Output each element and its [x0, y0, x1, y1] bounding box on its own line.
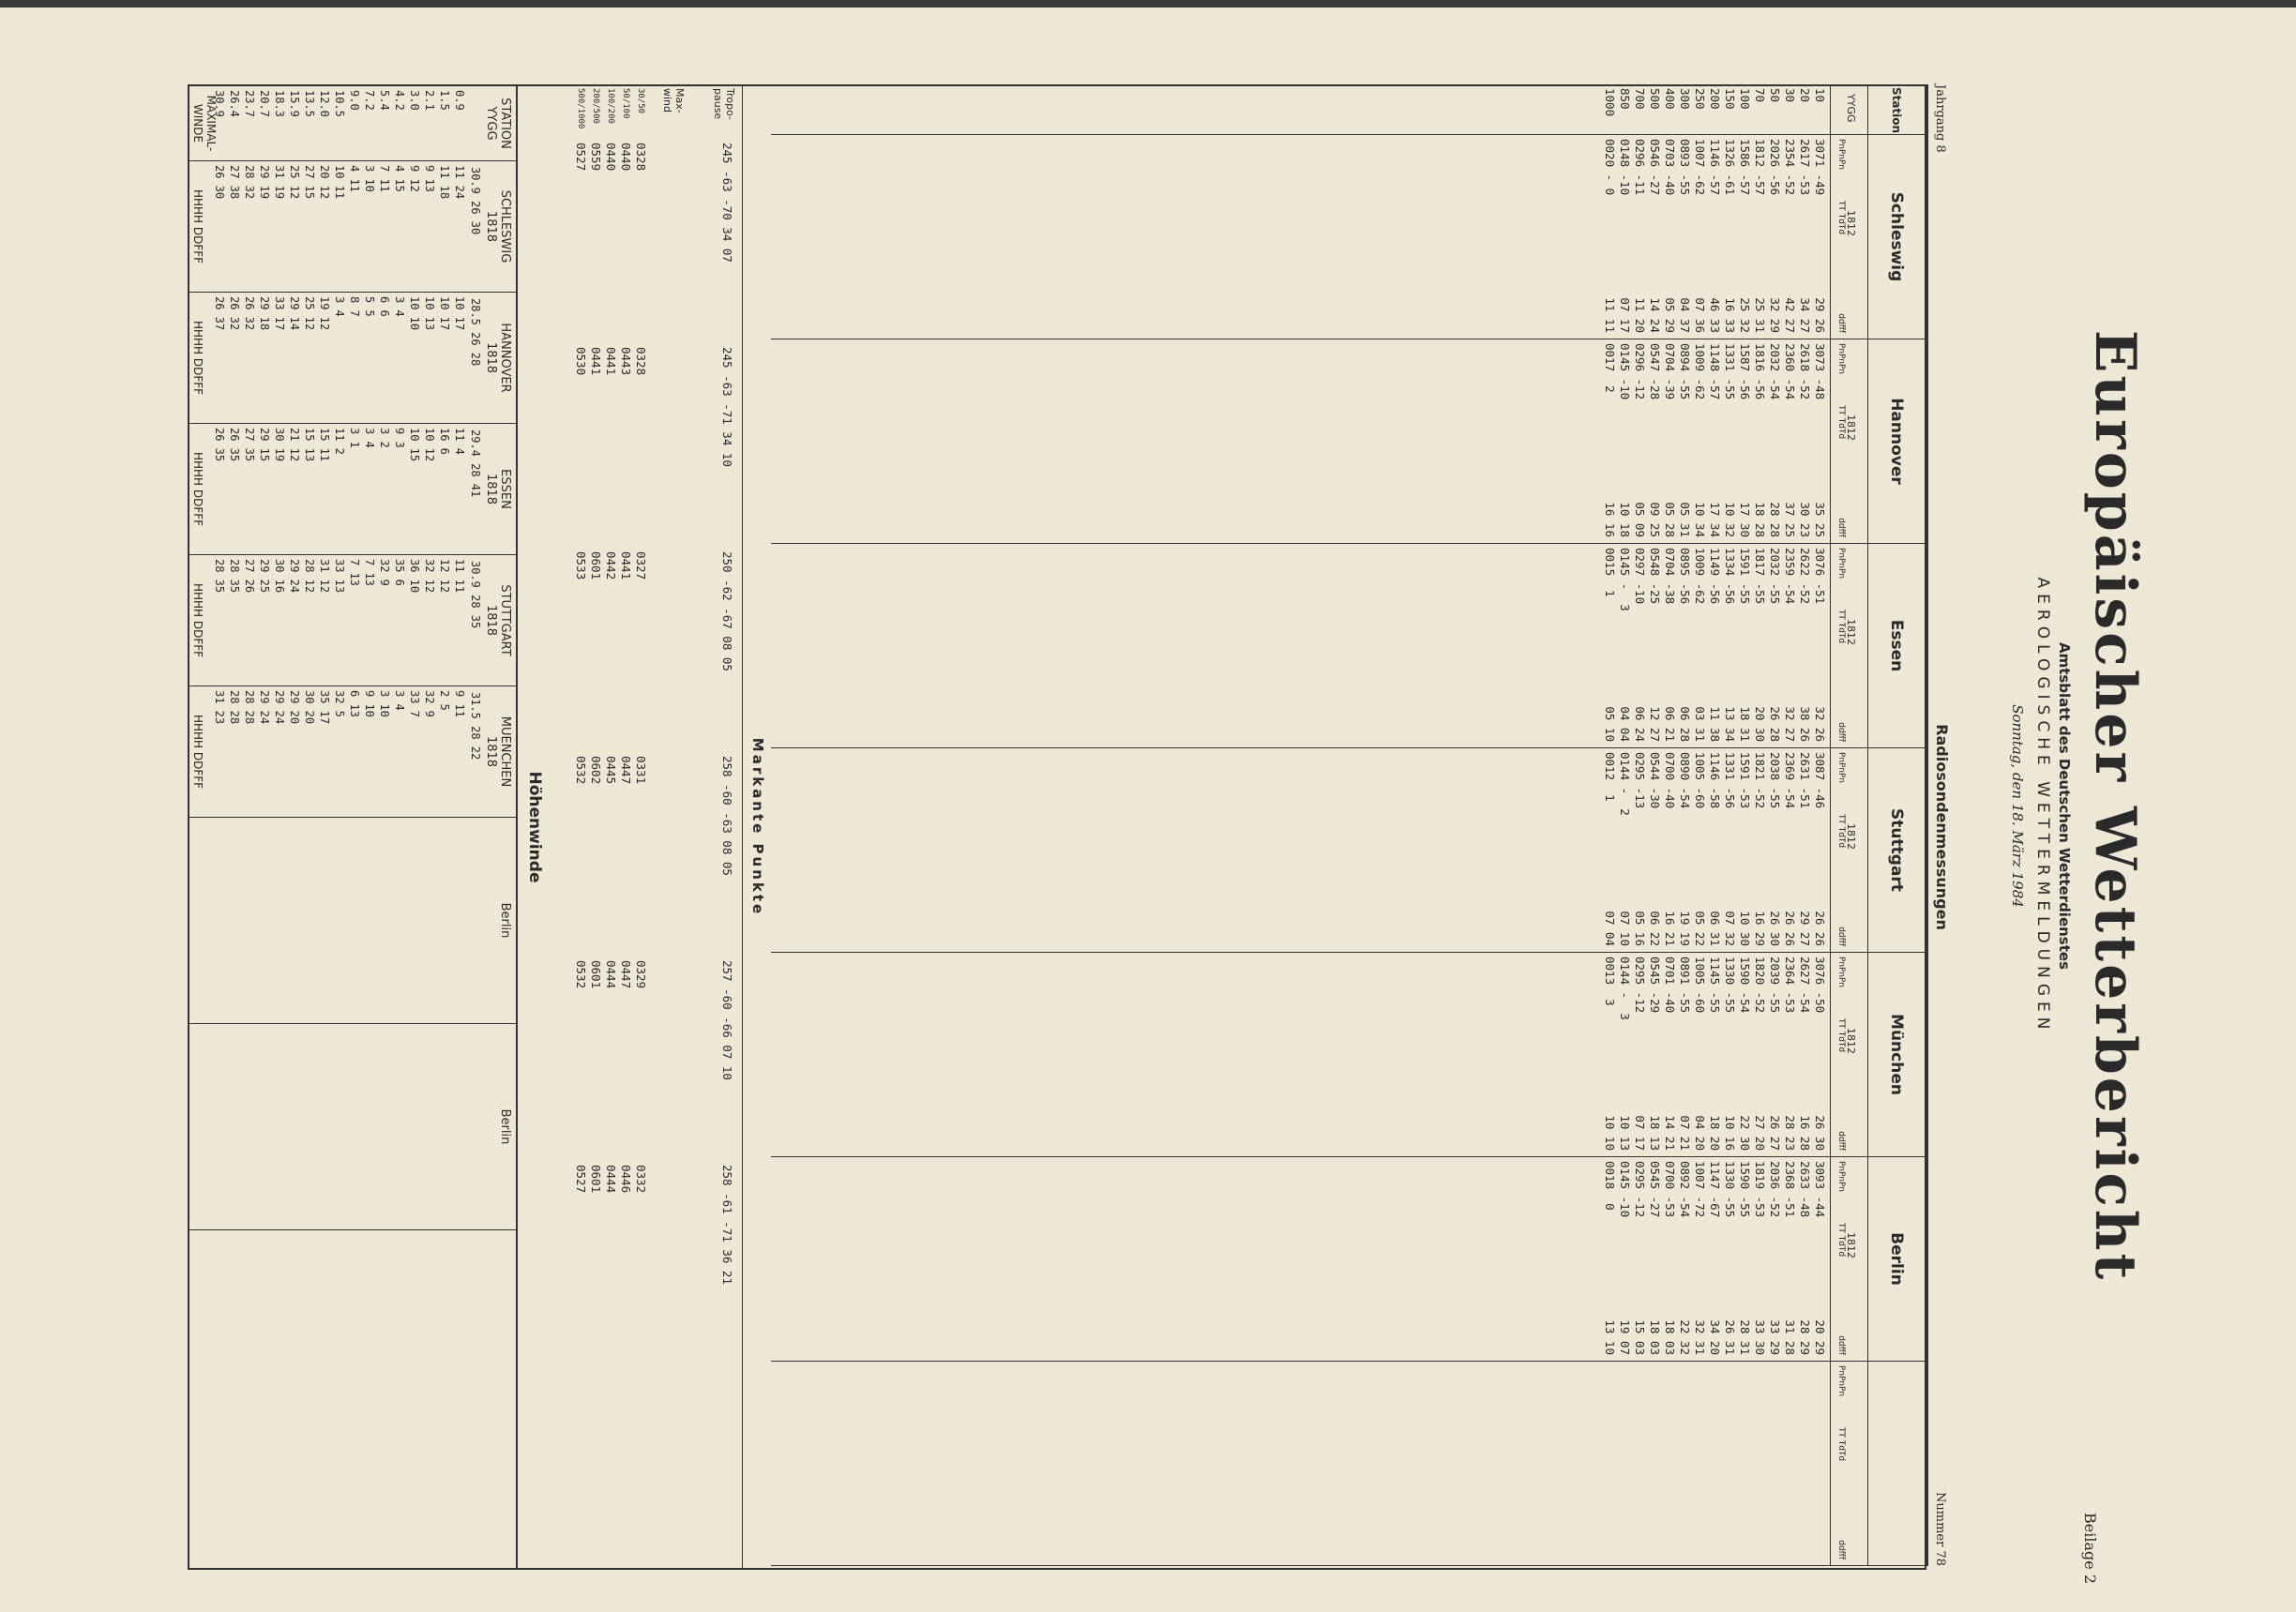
col-hdr-p: PnPnPn: [1836, 752, 1846, 783]
markante-heading: Markante Punkte: [749, 737, 766, 917]
hw-station-column-4: [188, 555, 516, 686]
col-hdr-tt: TT TdTd: [1836, 201, 1846, 235]
col-hdr-dd: ddfff: [1836, 1540, 1846, 1559]
station-name: Essen: [1867, 544, 1925, 747]
hw-gipfel: 30.9 28 35: [469, 561, 482, 629]
markante-section: [517, 86, 743, 1568]
station-name: [1867, 1362, 1925, 1565]
hw-values: 11 11 12 12 32 12 36 10 35 6 32 9 7 13 7 13 33 13 31 12 28 12 29 24 30 16 29 25 27 26 28 35 28 35: [213, 559, 466, 594]
yygg-label: YYGG: [1845, 94, 1857, 123]
station-column-6: [771, 1157, 1925, 1362]
tropopause-value: 258 -60 -63 08 05: [720, 756, 734, 876]
hw-station-column-5: [188, 686, 516, 818]
yygg-label-cell: [1830, 86, 1868, 134]
col-hdr-tt: TT TdTd: [1836, 1018, 1846, 1053]
hw-station-name: STUTTGART 1818: [484, 584, 512, 656]
hw-berlin-column-1: [188, 818, 516, 1024]
station-name: Hannover: [1867, 339, 1925, 543]
col-hdr-dd: ddfff: [1836, 1131, 1846, 1151]
hw-hhhh-label: HHHH DDFFF: [191, 451, 204, 527]
maxwind-label: Max-wind: [661, 88, 686, 113]
col-hdr-p: PnPnPn: [1836, 1365, 1846, 1396]
tropopause-value: 258 -61 -71 36 21: [720, 1165, 734, 1285]
level-column: [771, 86, 1925, 135]
beilage-label: Beilage 2: [2081, 1513, 2099, 1584]
tropopause-value: 245 -63 -70 34 07: [720, 143, 734, 263]
col-hdr-dd: ddfff: [1836, 518, 1846, 537]
col-hdr-p: PnPnPn: [1836, 343, 1846, 374]
station-wind-values: 35 25 30 23 37 25 28 28 18 28 17 30 10 32 17 34 10 34 05 31 05 28 09 25 05 09 10 18 16 16: [1603, 502, 1827, 537]
station-name: Berlin: [1867, 1157, 1925, 1361]
maxwind-values: 0327 0441 0442 0601 0533: [574, 551, 648, 580]
hw-gipfel: 30.9 26 30: [469, 167, 482, 235]
maxwind-values: 0329 0447 0444 0601 0532: [574, 960, 648, 989]
col-hdr-dd: ddfff: [1836, 1335, 1846, 1355]
station-wind-values: 29 26 34 27 42 27 32 29 25 31 25 32 16 33 46 33 07 36 04 37 05 29 14 24 11 20 07 17 11 11: [1603, 297, 1827, 333]
masthead: [1996, 0, 2155, 1612]
station-meta: [1830, 339, 1868, 543]
station-wind-values: 20 29 28 29 31 28 33 29 33 30 28 31 26 31 34 20 32 31 22 32 18 03 18 03 15 03 19 07 13 10: [1603, 1319, 1827, 1355]
station-meta: [1830, 544, 1868, 747]
masthead-title: Europäischer Wetterbericht: [2082, 329, 2148, 1283]
nummer: Nummer 78: [1933, 1492, 1947, 1566]
station-label: Station: [1867, 86, 1925, 134]
masthead-section: AEROLOGISCHE WETTERMELDUNGEN: [2033, 577, 2052, 1035]
station-yygg: 1812: [1845, 414, 1857, 441]
col-hdr-p: PnPnPn: [1836, 548, 1846, 579]
col-hdr-dd: ddfff: [1836, 313, 1846, 333]
station-yygg: 1812: [1845, 823, 1857, 850]
tropopause-value: 250 -62 -67 08 05: [720, 551, 734, 671]
col-hdr-p: PnPnPn: [1836, 1161, 1846, 1192]
station-column-4: [771, 748, 1925, 953]
hw-values: 11 24 11 18 9 13 9 12 4 15 7 11 3 10 4 11 10 11 20 12 27 15 25 12 31 19 29 19 28 32 27 38 26 30: [213, 165, 466, 200]
hw-station-name: SCHLESWIG 1818: [484, 189, 512, 264]
tropopause-label: Tropo-pause: [712, 88, 736, 120]
level-list: 10 20 30 50 70 100 150 200 250 300 400 500 700 850 1000: [1603, 88, 1827, 117]
hoehenwinde-heading: Höhenwinde: [525, 771, 544, 883]
station-yygg: 1812: [1845, 210, 1857, 236]
tropopause-value: 245 -63 -71 34 10: [720, 347, 734, 467]
station-values: 3087 -46 2631 -51 2369 -54 2038 -55 1821 -52 1591 -53 1331 -56 1146 -58 1005 -60 0890 -54 0700 -40 0544 -30 0295 -13 0144 - 2 0012 1: [1603, 752, 1827, 816]
maxwind-values: 0328 0440 0440 0559 0527: [574, 143, 648, 172]
masthead-subtitle: Amtsblatt des Deutschen Wetterdienstes: [2056, 641, 2073, 971]
hw-station-name: HANNOVER 1818: [484, 323, 512, 393]
hw-berlin-column-2: [188, 1024, 516, 1230]
masthead-date: Sonntag, den 18. März 1984: [2009, 704, 2026, 908]
maxwind-values: 0331 0447 0445 0602 0532: [574, 756, 648, 785]
station-values: 3093 -44 2633 -48 2368 -51 2036 -52 1819 -53 1590 -55 1330 -55 1147 -67 1007 -72 0892 -54 0700 -53 0545 -27 0295 -12 0145 -10 0018 0: [1603, 1161, 1827, 1218]
maxwind-values: 0332 0446 0444 0601 0527: [574, 1165, 648, 1194]
hw-level-column: [188, 86, 516, 161]
station-name: Schleswig: [1867, 135, 1925, 339]
station-values: 3076 -51 2622 -52 2359 -54 2032 -55 1817 -55 1591 -55 1334 -56 1149 -56 1009 -62 0895 -56 0704 -38 0548 -25 0297 -10 0145 - 3 0015 1: [1603, 548, 1827, 611]
station-column-1: [771, 135, 1925, 339]
hw-station-column-1: [188, 161, 516, 293]
station-wind-values: 32 26 38 26 32 27 26 28 20 30 18 31 13 34 11 38 03 31 06 28 06 21 12 27 06 24 04 04 05 10: [1603, 706, 1827, 742]
station-column-7: [771, 1362, 1925, 1566]
hw-max-label: MAXIMAL-WINDE: [191, 95, 218, 152]
maxwind-levels: 30/50 50/100 100/200 200/500 500/1000: [576, 88, 645, 129]
station-name: Stuttgart: [1867, 748, 1925, 952]
col-hdr-tt: TT TdTd: [1836, 1223, 1846, 1258]
hw-station-name: ESSEN 1818: [484, 469, 512, 509]
station-wind-values: 26 26 29 27 26 26 26 30 16 29 10 30 07 32 06 31 05 22 19 19 16 21 06 22 05 16 07 10 07 04: [1603, 911, 1827, 946]
hoehenwinde-section: [188, 86, 544, 1568]
station-yygg: 1812: [1845, 619, 1857, 645]
maxwind-values: 0328 0443 0441 0441 0530: [574, 347, 648, 376]
station-yygg: 1812: [1845, 1028, 1857, 1054]
hw-hhhh-label: HHHH DDFFF: [191, 714, 204, 790]
col-hdr-p: PnPnPn: [1836, 957, 1846, 987]
station-column-3: [771, 544, 1925, 748]
radiosonde-heading: Radiosondenmessungen: [1933, 724, 1951, 930]
station-column-2: [771, 339, 1925, 544]
col-hdr-tt: TT TdTd: [1836, 405, 1846, 440]
hw-hhhh-label: HHHH DDFFF: [191, 320, 204, 396]
hw-hhhh-label: HHHH DDFFF: [191, 188, 204, 264]
hw-station-name: MUENCHEN 1818: [484, 716, 512, 788]
hw-hhhh-label: HHHH DDFFF: [191, 582, 204, 658]
tropopause-value: 257 -60 -66 07 10: [720, 960, 734, 1080]
col-hdr-tt: TT TdTd: [1836, 1427, 1846, 1462]
station-values: 3076 -50 2627 -54 2364 -53 2039 -55 1820 -52 1590 -54 1330 -55 1145 -55 1005 -60 0891 -55 0701 -40 0545 -29 0295 -12 0144 - 3 0013 3: [1603, 957, 1827, 1020]
station-meta: [1830, 953, 1868, 1156]
hw-berlin-name: Berlin: [498, 902, 512, 939]
station-meta: [1830, 1362, 1868, 1565]
station-yygg: 1812: [1845, 1232, 1857, 1258]
col-hdr-p: PnPnPn: [1836, 139, 1846, 170]
jahrgang: Jahrgang 8: [1933, 84, 1947, 153]
hw-gipfel: 31.5 28 22: [469, 692, 482, 761]
station-meta: [1830, 135, 1868, 339]
hw-station-column-2: [188, 293, 516, 424]
hw-values: 11 4 16 6 10 12 10 15 9 3 3 2 3 4 3 1 11 2 15 11 15 13 21 12 30 19 29 15 27 35 26 35 26 35: [213, 428, 466, 462]
hw-gipfel: 28.5 26 28: [469, 298, 482, 367]
station-values: 3073 -48 2618 -52 2360 -54 2032 -54 1816 -56 1587 -56 1331 -55 1148 -57 1009 -62 0894 -55 0704 -39 0547 -28 0296 -12 0145 -10 0017 2: [1603, 343, 1827, 400]
hw-values: 9 11 2 5 32 9 33 7 3 4 3 10 9 10 6 13 32 5 35 17 30 20 29 20 29 24 29 24 28 28 28 28 31 23: [213, 690, 466, 725]
col-hdr-dd: ddfff: [1836, 722, 1846, 742]
col-hdr-tt: TT TdTd: [1836, 814, 1846, 849]
col-hdr-tt: TT TdTd: [1836, 610, 1846, 644]
station-name: München: [1867, 953, 1925, 1156]
station-values: 3071 -49 2617 -53 2354 -52 2026 -56 1812 -57 1586 -57 1326 -61 1146 -57 1007 -62 0893 -55 0703 -40 0546 -27 0296 -11 0148 -10 0020 - 0: [1603, 139, 1827, 196]
hw-station-label: STATION YYGG: [484, 98, 512, 149]
col-hdr-dd: ddfff: [1836, 927, 1846, 946]
station-meta: [1830, 1157, 1868, 1361]
hw-gipfel: 29.4 28 41: [469, 429, 482, 498]
hw-levels: 0.9 1.5 2.1 3.0 4.2 5.4 7.2 9.0 10.5 12.0 13.5 15.9 18.3 20.7 23.7 26.4 30.9: [213, 90, 466, 117]
station-meta: [1830, 748, 1868, 952]
hw-berlin-name: Berlin: [498, 1108, 512, 1145]
hw-station-column-3: [188, 424, 516, 555]
station-column-5: [771, 953, 1925, 1157]
hw-values: 10 17 10 17 10 13 10 10 3 4 6 6 5 5 8 7 3 4 19 12 25 12 29 14 33 17 29 18 26 32 26 32 26 37: [213, 296, 466, 331]
station-wind-values: 26 30 16 28 28 23 26 27 27 20 22 30 10 16 18 20 04 20 07 21 14 21 18 13 07 17 10 13 10 10: [1603, 1115, 1827, 1151]
